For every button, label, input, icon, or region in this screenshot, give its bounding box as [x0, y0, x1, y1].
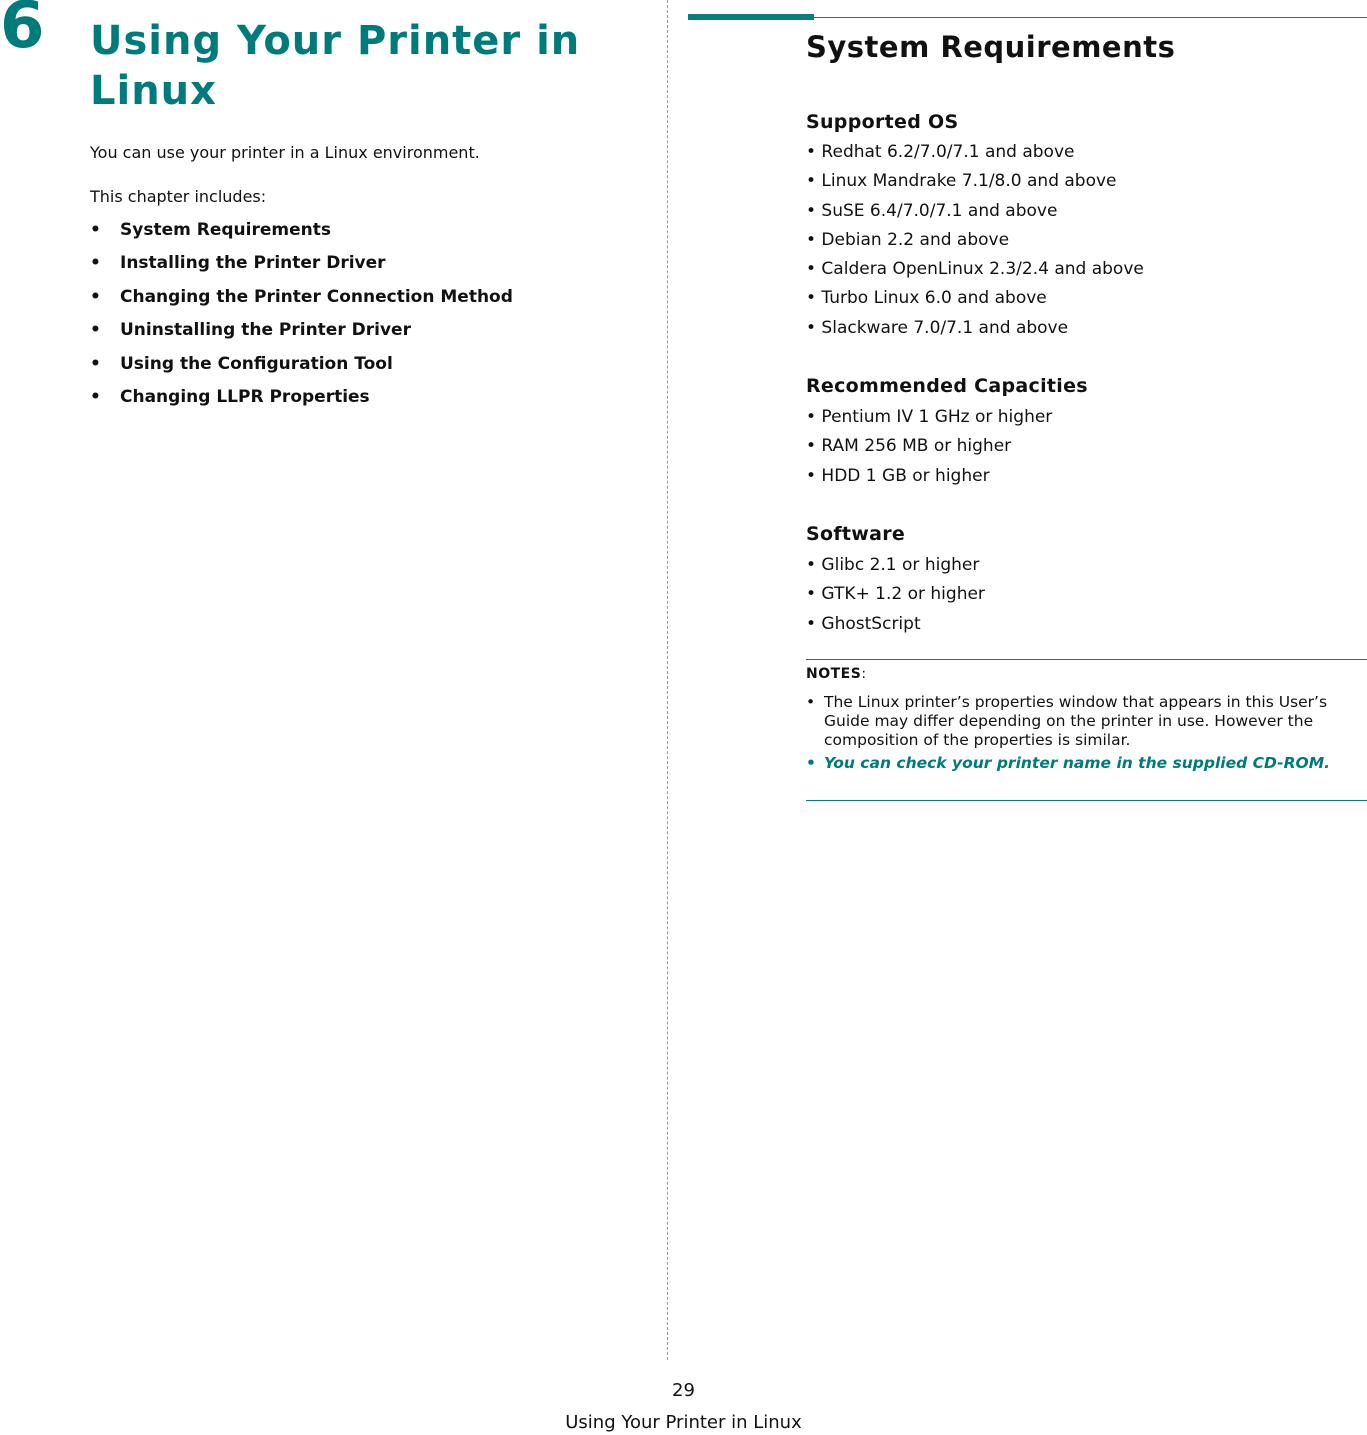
page-number: 29 [672, 1380, 695, 1401]
toc-bullet: • [90, 353, 101, 374]
list-item: • Linux Mandrake 7.1/8.0 and above [806, 171, 1117, 192]
toc-item-changing-connection[interactable] [90, 287, 513, 320]
notes-label [806, 666, 867, 682]
toc-item-system-requirements[interactable] [90, 220, 513, 253]
toc-item-label: Installing the Printer Driver [120, 253, 386, 274]
chapter-title: Using Your Printer in Linux [90, 18, 581, 114]
toc-item-label: Changing the Printer Connection Method [120, 286, 513, 307]
toc-bullet: • [90, 286, 101, 307]
toc-item-uninstalling-driver[interactable] [90, 320, 513, 353]
list-item: • Debian 2.2 and above [806, 229, 1010, 250]
list-item: • Pentium IV 1 GHz or higher [806, 407, 1053, 427]
list-item: • Turbo Linux 6.0 and above [806, 288, 1047, 309]
capacities-heading: Recommended Capacities [806, 375, 1088, 397]
column-divider [667, 0, 668, 1360]
list-item: • Slackware 7.0/7.1 and above [806, 317, 1069, 338]
toc-bullet: • [90, 386, 101, 407]
note-text: The Linux printer’s properties window that appears in this User’s Guide may differ depending on the printer in use. However the composition of the properties is similar. [824, 693, 1328, 749]
supported-os-heading: Supported OS [806, 111, 959, 133]
notes-rule-top [806, 659, 1367, 660]
capacities-list [806, 407, 1052, 495]
list-item: • GhostScript [806, 613, 921, 634]
toc-item-label: Changing LLPR Properties [120, 386, 370, 407]
note-text: You can check your printer name in the supplied CD-ROM. [824, 754, 1331, 772]
list-item: • Caldera OpenLinux 2.3/2.4 and above [806, 259, 1144, 280]
notes-label-colon: : [861, 666, 867, 682]
chapter-toc [90, 220, 513, 420]
toc-item-label: System Requirements [120, 220, 331, 240]
list-item: • RAM 256 MB or higher [806, 436, 1012, 457]
list-item: • HDD 1 GB or higher [806, 465, 990, 486]
note-bullet: • [806, 693, 816, 711]
note-bullet: • [806, 754, 816, 772]
list-item: • Glibc 2.1 or higher [806, 555, 980, 575]
toc-item-llpr-properties[interactable] [90, 387, 513, 420]
section-rule-accent [688, 14, 814, 20]
footer-title: Using Your Printer in Linux [565, 1412, 802, 1433]
notes-rule-bottom [806, 800, 1367, 801]
list-item: • GTK+ 1.2 or higher [806, 584, 985, 605]
software-list [806, 555, 985, 643]
list-item: • Redhat 6.2/7.0/7.1 and above [806, 142, 1075, 162]
chapter-includes-label: This chapter includes: [90, 187, 267, 206]
toc-item-configuration-tool[interactable] [90, 354, 513, 387]
software-heading: Software [806, 523, 906, 545]
toc-item-label: Using the Configuration Tool [120, 353, 393, 374]
note-item-highlight [806, 754, 1356, 773]
chapter-number: 6 [0, 0, 45, 63]
toc-item-installing-driver[interactable] [90, 253, 513, 286]
note-item [806, 693, 1356, 750]
toc-bullet: • [90, 320, 101, 341]
chapter-intro: You can use your printer in a Linux environment. [90, 143, 480, 162]
section-title: System Requirements [806, 30, 1176, 64]
list-item: • SuSE 6.4/7.0/7.1 and above [806, 200, 1058, 221]
toc-bullet: • [90, 220, 101, 240]
notes-label-text: NOTES [806, 666, 862, 682]
toc-bullet: • [90, 253, 101, 274]
supported-os-list [806, 142, 1144, 347]
toc-item-label: Uninstalling the Printer Driver [120, 320, 411, 341]
